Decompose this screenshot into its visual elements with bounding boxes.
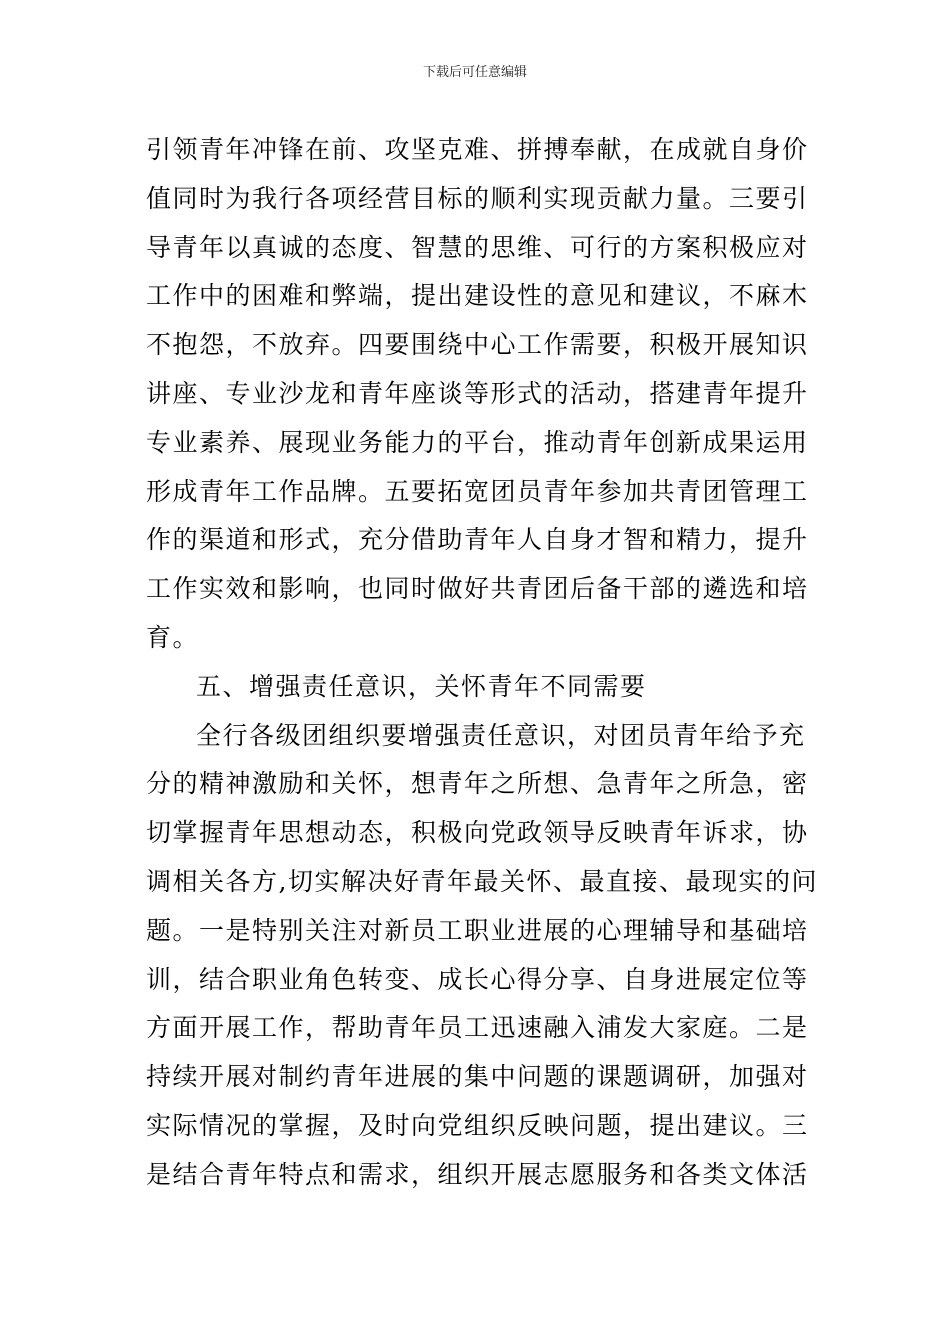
- section-heading: 五、增强责任意识，关怀青年不同需要: [196, 671, 647, 701]
- page-header: 下载后可任意编辑: [422, 65, 527, 80]
- paragraph-line: 引领青年冲锋在前、攻坚克难、拼搏奉献，在成就自身价: [146, 135, 809, 164]
- document-body: [146, 126, 818, 1200]
- paragraph-line: 育。: [146, 622, 200, 652]
- paragraph-line: 导青年以真诚的态度、智慧的思维、可行的方案积极应对: [146, 232, 809, 262]
- paragraph-line: 分的精神激励和关怀，想青年之所想、急青年之所急，密: [146, 769, 809, 799]
- paragraph-line: 工作中的困难和弊端，提出建设性的意见和建议，不麻木: [146, 281, 809, 311]
- paragraph-line: 实际情况的掌握，及时向党组织反映问题，提出建议。三: [146, 1110, 809, 1140]
- paragraph-line: 调相关各方,切实解决好青年最关怀、最直接、最现实的问: [146, 866, 818, 896]
- paragraph-line: 形成青年工作品牌。五要拓宽团员青年参加共青团管理工: [146, 476, 809, 506]
- paragraph-line: 工作实效和影响，也同时做好共青团后备干部的遴选和培: [146, 574, 809, 604]
- paragraph-line: 持续开展对制约青年进展的集中问题的课题调研，加强对: [146, 1062, 809, 1092]
- paragraph-line: 不抱怨，不放弃。四要围绕中心工作需要，积极开展知识: [146, 330, 809, 360]
- paragraph-line: 专业素养、展现业务能力的平台，推动青年创新成果运用: [146, 427, 809, 457]
- paragraph-line: 讲座、专业沙龙和青年座谈等形式的活动，搭建青年提升: [146, 378, 809, 408]
- paragraph-line: 题。一是特别关注对新员工职业进展的心理辅导和基础培: [146, 915, 809, 945]
- paragraph-line: 训，结合职业角色转变、成长心得分享、自身进展定位等: [146, 964, 809, 994]
- paragraph-line: 方面开展工作，帮助青年员工迅速融入浦发大家庭。二是: [146, 1013, 809, 1043]
- paragraph-line: 作的渠道和形式，充分借助青年人自身才智和精力，提升: [146, 525, 809, 555]
- paragraph-line: 是结合青年特点和需求，组织开展志愿服务和各类文体活: [146, 1159, 809, 1189]
- paragraph-line: 全行各级团组织要增强责任意识，对团员青年给予充: [196, 720, 806, 750]
- paragraph-line: 值同时为我行各项经营目标的顺利实现贡献力量。三要引: [146, 183, 809, 213]
- paragraph-line: 切掌握青年思想动态，积极向党政领导反映青年诉求，协: [146, 818, 809, 848]
